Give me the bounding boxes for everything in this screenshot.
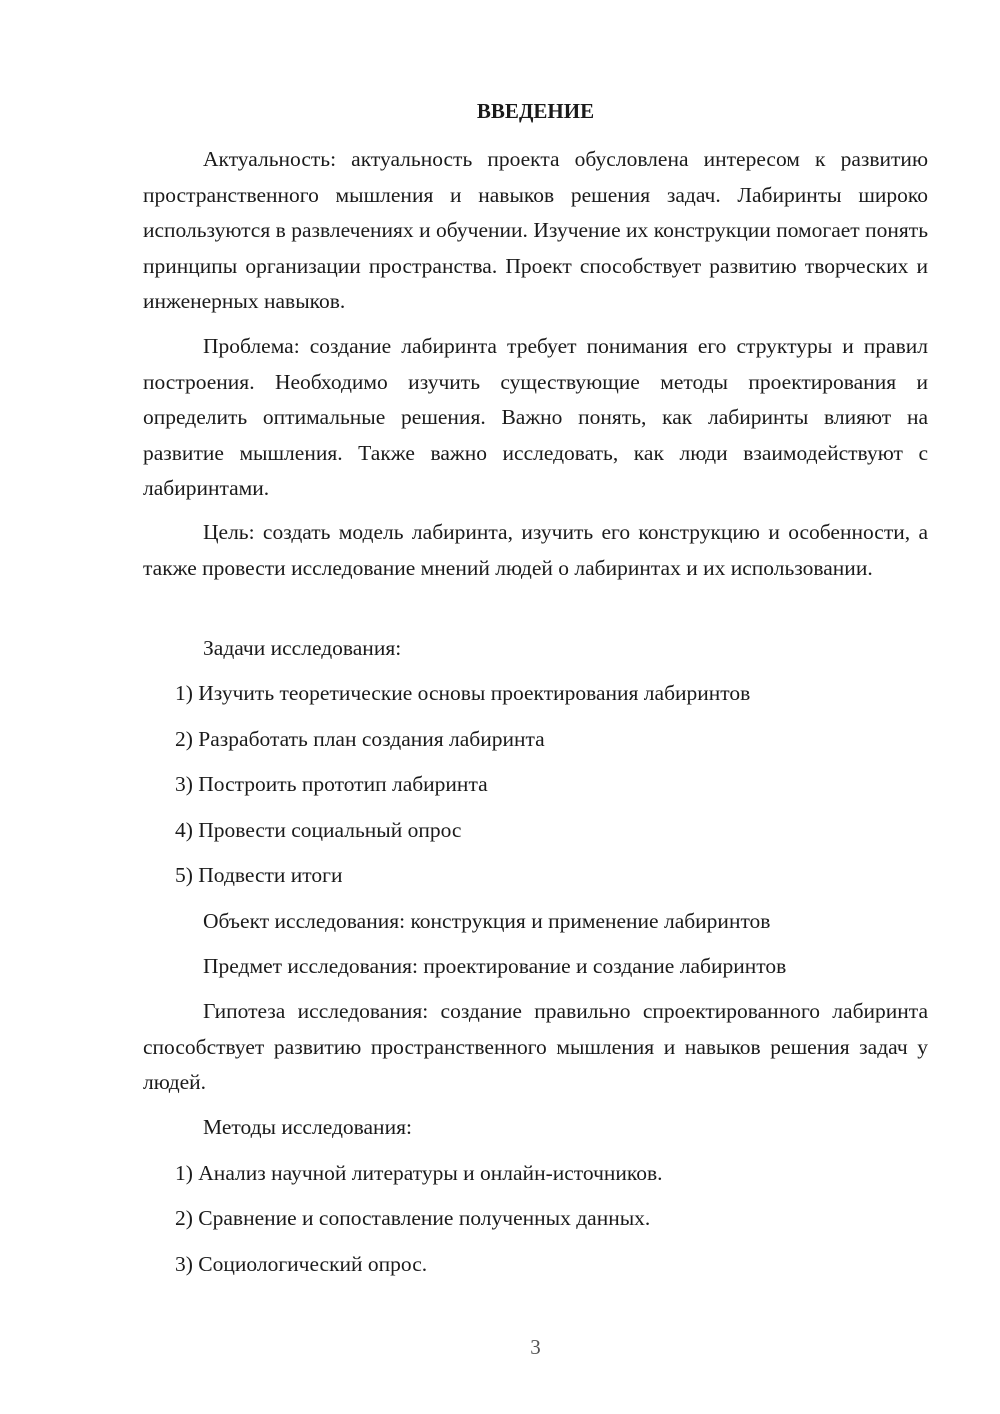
tasks-heading: Задачи исследования: — [203, 636, 402, 660]
task-item-2: 2) Разработать план создания лабиринта — [175, 727, 545, 751]
goal-paragraph: Цель: создать модель лабиринта, изучить его конструкцию и особенности, а также провести исследование мнений людей о лабиринтах и их использовании. — [143, 520, 928, 580]
task-item-4: 4) Провести социальный опрос — [175, 818, 462, 842]
research-object: Объект исследования: конструкция и применение лабиринтов — [203, 909, 771, 933]
methods-heading: Методы исследования: — [203, 1115, 412, 1139]
method-item-3: 3) Социологический опрос. — [175, 1252, 428, 1276]
page-number: 3 — [530, 1335, 541, 1359]
method-item-1: 1) Анализ научной литературы и онлайн-источников. — [175, 1161, 663, 1185]
problem-paragraph: Проблема: создание лабиринта требует понимания его структуры и правил построения. Необходимо изучить существующие методы проектирования и определить оптимальные решения. Важно понять, как лабиринты влияют на развитие мышления. Также важно исследовать, как люди взаимодействуют с лабиринтами. — [143, 334, 928, 501]
hypothesis-paragraph: Гипотеза исследования: создание правильно спроектированного лабиринта способствует развитию пространственного мышления и навыков решения задач у людей. — [143, 999, 928, 1095]
task-item-1: 1) Изучить теоретические основы проектирования лабиринтов — [175, 681, 751, 705]
section-title: ВВЕДЕНИЕ — [476, 99, 595, 123]
relevance-paragraph: Актуальность: актуальность проекта обусловлена интересом к развитию пространственного мышления и навыков решения задач. Лабиринты широко используются в развлечениях и обучении. Изучение их конструкции помогает понять принципы организации пространства. Проект способствует развитию творческих и инженерных навыков. — [143, 147, 928, 314]
task-item-5: 5) Подвести итоги — [175, 863, 343, 887]
method-item-2: 2) Сравнение и сопоставление полученных данных. — [175, 1206, 651, 1230]
document-page — [143, 0, 928, 1414]
research-subject: Предмет исследования: проектирование и создание лабиринтов — [203, 954, 787, 978]
task-item-3: 3) Построить прототип лабиринта — [175, 772, 488, 796]
